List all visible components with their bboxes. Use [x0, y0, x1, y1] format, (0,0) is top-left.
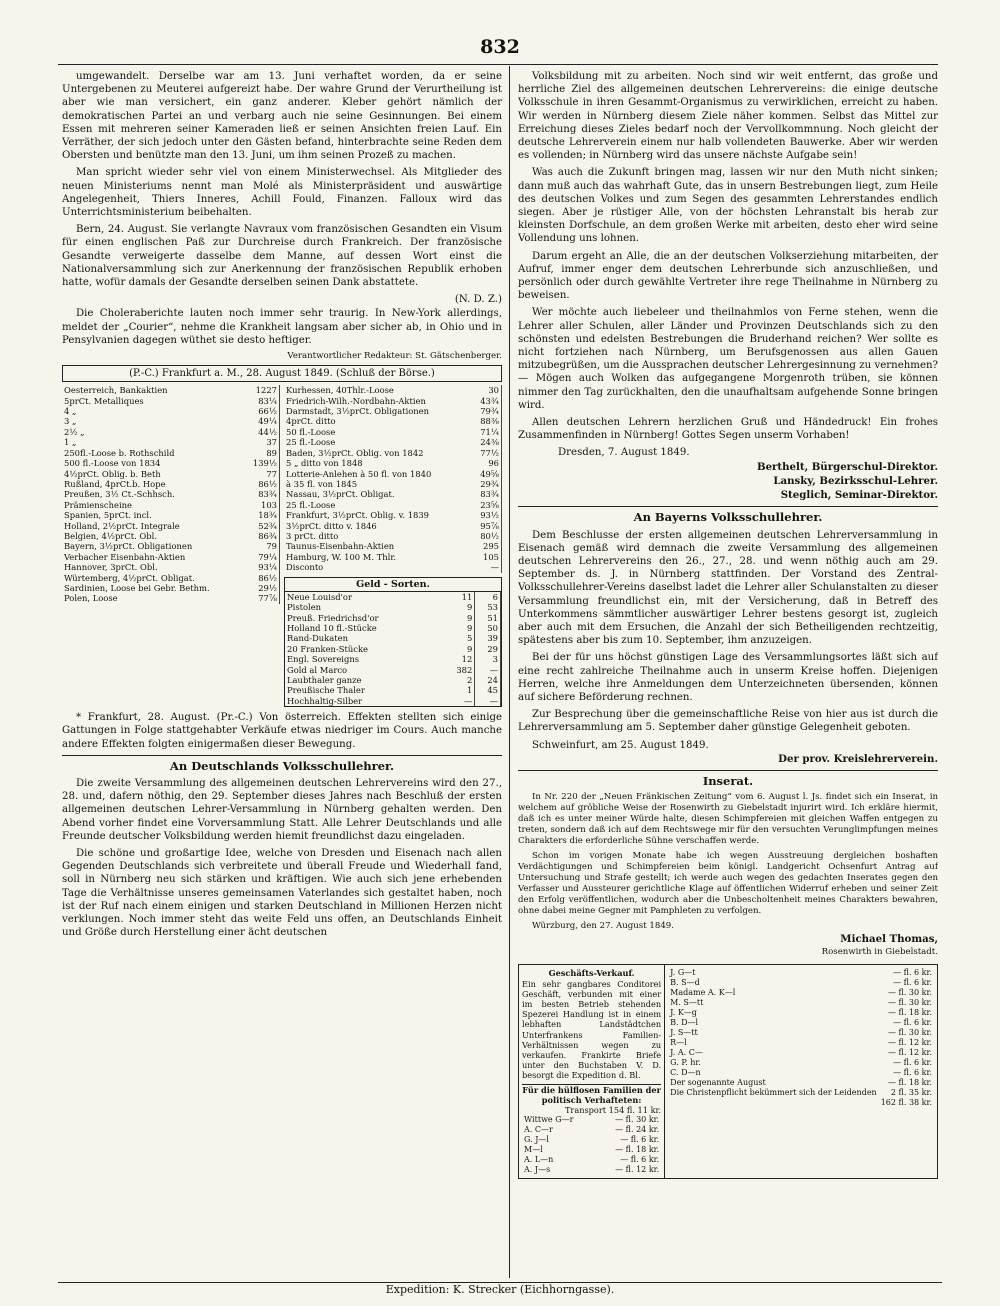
row-label: 3½prCt. ditto v. 1846: [286, 520, 377, 531]
row-label: C. D—n: [670, 1068, 701, 1078]
row-value: 79: [245, 541, 280, 551]
row-value: —: [475, 665, 501, 675]
column-divider: [509, 66, 510, 1278]
rate-row: [284, 500, 502, 510]
row-value: — fl. 6 kr.: [893, 1068, 932, 1078]
source-tag: (N. D. Z.): [454, 294, 502, 306]
row-label: Darmstadt, 3½prCt. Obligationen: [286, 406, 430, 417]
article-paragraph: Volksbildung mit zu arbeiten. Noch sind wir weit entfernt, das große und herrliche Ziel des allgemeinen deutschen Lehrervereins: die einige deutsche Volksschule in ihren Gesammt-Organismus zu verwirklichen, erreicht zu haben. Wir werden in Nürnberg diesem Ziele näher kommen. Selbst das Mittel zur Erreichung dieses Zieles bedarf noch der Vervollkommnung. Noch gleicht der deutsche Lehrerverein einem nur halb vollendeten Bauwerke. Aber wir werden es vollenden; in Nürnberg wird das unsere nächste Aufgabe sein!: [518, 71, 938, 162]
rates-table-right: [284, 385, 502, 572]
row-label: 3 „: [64, 416, 77, 427]
row-value: 30: [472, 385, 501, 395]
article-paragraph: Allen deutschen Lehrern herzlichen Gruß und Händedruck! Ein frohes Zusammenfinden in Nürnberg! Gottes Segen unserm Vorhaben!: [518, 417, 938, 442]
donation-row: [668, 998, 934, 1008]
inserat-signature-name: Michael Thomas,: [840, 933, 938, 946]
page-number: 832: [480, 36, 520, 58]
rate-row: [284, 489, 502, 499]
donation-row: [668, 1078, 934, 1088]
row-label: Frankfurt, 3½prCt. Oblig. v. 1839: [286, 510, 430, 521]
row-value: 80½: [472, 531, 501, 541]
rate-row: [62, 437, 280, 447]
row-value: — fl. 18 kr.: [887, 1078, 932, 1088]
donation-row: [668, 1008, 934, 1018]
donation-row: [522, 1155, 661, 1165]
donation-row: [668, 1058, 934, 1068]
row-value: 9: [441, 613, 475, 623]
row-value: 18¾: [245, 510, 280, 520]
row-value: 24: [475, 675, 501, 685]
rate-row: [62, 541, 280, 551]
rate-row: [62, 427, 280, 437]
familien-title: Für die hülflosen Familien der politisch Verhafteten:: [522, 1084, 661, 1105]
row-value: 29½: [245, 583, 280, 593]
donations-left: [522, 1115, 661, 1175]
rate-row: [62, 479, 280, 489]
bayern-paragraph: Dem Beschlusse der ersten allgemeinen deutschen Lehrerversammlung in Eisenach gemäß wird demnach die zweite Versammlung des allgemeinen deutschen Lehrervereins den 26., 27., 28. und wenn nöthig auch am 29. September ds. J. in Nürnberg stattfinden. Der Vorstand des Zentral-Volksschullehrer-Vereins daselbst ladet die Lehrer aller Schulanstalten zu dieser Versammlung freundlichst ein, mit der Versicherung, daß in Betreff des Unterkommens sämmtlicher auswärtiger Lehrer bestens gesorgt ist, zugleich aber auch mit dem Ersuchen, die Anzahl der sich Betheiligenden rechtzeitig, spätestens aber bis zum 10. September, ihm anzuzeigen.: [518, 529, 938, 647]
row-label: Gold al Marco: [287, 664, 348, 675]
geld-row: [285, 592, 501, 602]
row-value: — fl. 30 kr.: [887, 1028, 932, 1038]
row-label: A. L—n: [524, 1155, 554, 1165]
row-value: — fl. 18 kr.: [887, 1008, 932, 1018]
row-value: 77⅞: [245, 593, 280, 603]
market-note: * Frankfurt, 28. August. (Pr.-C.) Von österreich. Effekten stellten sich einige Gattungen in Folge stattgehabter Verkäufe etwas niedriger im Cours. Auch manche andere Effekten folgten einigermaßen dieser Bewegung.: [62, 712, 502, 750]
row-value: 71¼: [472, 427, 501, 437]
article-paragraph: Wer möchte auch liebeleer und theilnahmlos von Ferne stehen, wenn die Lehrer aller Schulen, aller Länder und Provinzen Deutschlands sich zu den schönsten und edelsten Bestrebungen die Bruderhand reichen? Wer sollte es nicht fortziehen nach Nürnberg, um Berufsgenossen aus allen Gauen mitzubegrüßen, um die Aussprachen deutscher Lehrergesinnung zu vernehmen? — Mögen auch Wolken das aufgegangene Morgenroth trüben, sie können nimmer den Tag zurückhalten, den die unaufhaltsam aufgehende Sonne bringen wird.: [518, 307, 938, 411]
row-label: Laubthaler ganze: [287, 675, 362, 686]
geld-sorten-table: [285, 592, 501, 706]
rate-row: [62, 489, 280, 499]
row-value: — fl. 6 kr.: [893, 968, 932, 978]
expedition-text: Expedition: K. Strecker (Eichhorngasse).: [385, 1283, 615, 1296]
bayern-signature: Der prov. Kreislehrerverein.: [778, 752, 938, 765]
row-label: Neue Louisd'or: [287, 591, 352, 602]
row-value: — fl. 6 kr.: [620, 1155, 660, 1165]
row-label: Verbacher Eisenbahn-Aktien: [64, 551, 186, 562]
rate-row: [62, 416, 280, 426]
row-value: 77: [245, 469, 280, 479]
rate-row: [284, 406, 502, 416]
rate-row: [62, 552, 280, 562]
signature: Steglich, Seminar-Direktor.: [780, 489, 938, 502]
rate-row: [62, 469, 280, 479]
donation-row: [522, 1135, 661, 1145]
row-value: 6: [475, 592, 501, 602]
row-value: 51: [475, 613, 501, 623]
rate-row: [62, 396, 280, 406]
signature: Berthelt, Bürgerschul-Direktor.: [756, 460, 938, 473]
rate-row: [62, 406, 280, 416]
section-rule: [518, 506, 938, 507]
classifieds-left: [519, 965, 664, 1178]
row-label: B. S—d: [670, 978, 700, 988]
row-label: 50 fl.-Loose: [286, 426, 336, 437]
row-label: Wittwe G—r: [524, 1115, 574, 1125]
row-value: 88⅜: [472, 416, 501, 426]
bayern-date: Schweinfurt, am 25. August 1849.: [532, 739, 709, 751]
row-label: Rußland, 4prCt.b. Hope: [64, 478, 166, 489]
row-label: Die Christenpflicht bekümmert sich der Leidenden: [670, 1088, 877, 1098]
row-value: — fl. 24 kr.: [615, 1125, 660, 1135]
geld-row: [285, 654, 501, 664]
donation-row: [522, 1165, 661, 1175]
row-value: 11: [441, 592, 475, 602]
donations-right: [668, 968, 934, 1108]
geld-row: [285, 675, 501, 685]
row-value: 139½: [245, 458, 280, 468]
rate-row: [284, 385, 502, 395]
row-label: 250fl.-Loose b. Rothschild: [64, 447, 175, 458]
row-label: Lotterie-Anlehen à 50 fl. von 1840: [286, 468, 432, 479]
row-label: A. J—s: [524, 1165, 551, 1175]
rate-row: [62, 531, 280, 541]
row-value: 96: [472, 458, 501, 468]
row-value: 1227: [245, 385, 280, 395]
geschaeft-title: Geschäfts-Verkauf.: [548, 968, 635, 979]
rate-row: [284, 541, 502, 551]
donation-row: [668, 1028, 934, 1038]
rate-row: [62, 510, 280, 520]
row-value: 44½: [245, 427, 280, 437]
rate-row: [62, 583, 280, 593]
row-value: 12: [441, 654, 475, 664]
row-label: J. S—tt: [670, 1028, 698, 1038]
article-paragraph: Die Choleraberichte lauten noch immer sehr traurig. In New-York allerdings, meldet der „Courier“, nehme die Krankheit langsam aber sicher ab, in Ohio und in Pensylvanien dagegen wüthet sie desto heftiger.: [62, 308, 502, 346]
editor-line: Verantwortlicher Redakteur: St. Gätschenberger.: [287, 351, 502, 362]
rate-row: [284, 479, 502, 489]
row-label: 5 „ ditto von 1848: [286, 458, 363, 469]
rate-row: [284, 469, 502, 479]
row-value: — fl. 18 kr.: [615, 1145, 660, 1155]
left-column: [62, 70, 502, 944]
donation-row: [668, 1038, 934, 1048]
rate-row: [62, 448, 280, 458]
row-label: Würtemberg, 4½prCt. Obligat.: [64, 572, 195, 583]
rate-row: [284, 562, 502, 572]
inserat-paragraph: Schon im vorigen Monate habe ich wegen Ausstreuung dergleichen boshaften Verdächtigungen und Schimpfereien beim königl. Landgericht Ochsenfurt Antrag auf Untersuchung und Strafe gestellt; ich werde auch wegen des gedachten Inserates gegen den Verfasser und Aussteurer gerichtliche Klage auf öffentlichen Widerruf erheben und seiner Zeit den Erfolg veröffentlichen, wodurch aber die Unbescholtenheit meines Charakters bewahren, ohne dabei meine Gegner mit Pamphleten zu verfolgen.: [518, 851, 938, 917]
row-label: 4½prCt. Oblig. b. Beth: [64, 468, 161, 479]
row-value: 52¾: [245, 521, 280, 531]
row-label: J. K—g: [670, 1008, 697, 1018]
rate-row: [62, 385, 280, 395]
row-value: 24⅜: [472, 437, 501, 447]
row-value: —: [472, 562, 501, 572]
section-rule: [62, 755, 502, 756]
rate-row: [62, 500, 280, 510]
geld-sorten-box: [284, 577, 502, 708]
bayern-title: An Bayerns Volksschullehrer.: [633, 510, 823, 525]
row-value: 5: [441, 633, 475, 643]
transport-line: Transport 154 fl. 11 kr.: [564, 1105, 662, 1115]
row-label: Preuß. Friedrichsd'or: [287, 612, 379, 623]
donation-row: [668, 978, 934, 988]
row-label: Disconto: [286, 562, 324, 573]
article-paragraph: Darum ergeht an Alle, die an der deutschen Volkserziehung mitarbeiten, der Aufruf, immer enger dem deutschen Lehrerbunde sich anzuschließen, und persönlich oder durch gewählte Vertreter ihre rege Theilnahme in Nürnberg zu beweisen.: [518, 250, 938, 302]
row-label: Madame A. K—l: [670, 988, 736, 998]
row-value: — fl. 6 kr.: [893, 978, 932, 988]
row-value: 79¼: [245, 552, 280, 562]
rate-row: [284, 448, 502, 458]
geld-row: [285, 644, 501, 654]
geld-row: [285, 685, 501, 695]
row-value: 3: [475, 654, 501, 664]
row-label: B. D—l: [670, 1018, 699, 1028]
row-value: 49¼: [245, 416, 280, 426]
geld-row: [285, 623, 501, 633]
rate-row: [284, 510, 502, 520]
row-label: Preußen, 3½ Ct.-Schhsch.: [64, 489, 175, 500]
article-paragraph: umgewandelt. Derselbe war am 13. Juni verhaftet worden, da er seine Untergebenen zu Meuterei aufgereizt habe. Der wahre Grund der Verurtheilung ist aber wie man versichert, ein ganz anderer. Kleber gehört nämlich der demokratischen Partei an und verbarg auch nie seine Gesinnungen. Bei einem Essen mit mehreren seiner Kameraden ließ er seinen Ansichten freien Lauf. Ein Verräther, der sich jedoch unter den Gästen befand, hinterbrachte seine Reden dem Obersten und benützte man den 13. Juni, um ihm seinen Prozeß zu machen.: [62, 71, 502, 162]
row-label: Bayern, 3½prCt. Obligationen: [64, 541, 193, 552]
row-value: — fl. 6 kr.: [620, 1135, 660, 1145]
row-value: 66½: [245, 406, 280, 416]
row-label: 25 fl.-Loose: [286, 437, 336, 448]
donation-row: [668, 1018, 934, 1028]
row-label: 500 fl.-Loose von 1834: [64, 458, 161, 469]
row-value: 43¾: [472, 396, 501, 406]
row-label: A. C—r: [524, 1125, 553, 1135]
row-label: J. G—t: [670, 968, 696, 978]
row-value: —: [441, 696, 475, 706]
row-label: Friedrich-Wilh.-Nordbahn-Aktien: [286, 395, 426, 406]
bayern-paragraph: Bei der für uns höchst günstigen Lage des Versammlungsortes läßt sich auf eine recht zahlreiche Theilnahme auch in unserm Kreise hoffen. Diejenigen Herren, welche ihre Anmeldungen dem Unterzeichneten übersenden, können auf sichere Beförderung rechnen.: [518, 652, 938, 703]
inserat-date: Würzburg, den 27. August 1849.: [532, 921, 674, 932]
donation-row: [668, 1048, 934, 1058]
row-value: 86½: [245, 479, 280, 489]
row-value: 53: [475, 602, 501, 612]
article-paragraph: Bern, 24. August. Sie verlangte Navraux vom französischen Gesandten ein Visum für einen englischen Paß zur Durchreise durch Frankreich. Der französische Gesandte verweigerte dasselbe dem Manne, auf dessen Wort einst die Nationalversammlung sich zur Anerkennung der französischen Republik erhoben hatte, wofür damals der Gesandte derselben seinen Dank abstattete.: [62, 224, 502, 289]
row-value: 83¾: [245, 489, 280, 499]
donation-row: [668, 988, 934, 998]
row-value: 83¾: [472, 489, 501, 499]
row-label: G. P. hr.: [670, 1058, 701, 1068]
row-value: —: [475, 696, 501, 706]
geschaeft-text: Ein sehr gangbares Conditorei Geschäft, verbunden mit einer im besten Betrieb stehenden Spezerei Handlung ist in einem lebhaften Landstädtchen Unterfrankens Familien-Verhältnissen wegen zu verkaufen. Frankirte Briefe unter den Buchstaben V. D. besorgt die Expedition d. Bl.: [522, 978, 662, 1081]
place-date: Dresden, 7. August 1849.: [558, 447, 690, 459]
donation-row: [522, 1115, 661, 1125]
row-label: 3 prCt. ditto: [286, 530, 339, 541]
rate-row: [284, 458, 502, 468]
rate-row: [284, 552, 502, 562]
row-value: 105: [472, 552, 501, 562]
rate-row: [62, 458, 280, 468]
donation-row: [668, 1098, 934, 1108]
classifieds-box: [518, 964, 938, 1179]
row-label: Kurhessen, 40Thlr.-Loose: [286, 385, 394, 396]
row-value: 29¾: [472, 479, 501, 489]
row-value: 86½: [245, 573, 280, 583]
row-value: 49⅝: [472, 469, 501, 479]
row-value: 382: [441, 665, 475, 675]
row-value: 95⅞: [472, 521, 501, 531]
expedition-footer: [0, 1282, 1000, 1296]
row-value: 295: [472, 541, 501, 551]
row-label: Pistolen: [287, 602, 322, 613]
row-value: 50: [475, 623, 501, 633]
row-label: Hamburg, W. 100 M. Thlr.: [286, 551, 397, 562]
inserat-title: Inserat.: [702, 773, 754, 788]
rate-row: [62, 593, 280, 603]
rates-table-left: [62, 385, 280, 604]
row-label: à 35 fl. von 1845: [286, 478, 358, 489]
geld-row: [285, 696, 501, 706]
row-value: 79¾: [472, 406, 501, 416]
inserat-paragraph: In Nr. 220 der „Neuen Fränkischen Zeitung“ vom 6. August l. Js. findet sich ein Inserat, in welchem auf gröbliche Weise der Rosenwirth zu Giebelstadt injurirt wird. Ich erkläre hiermit, daß ich es unter meiner Würde halte, diesen Schimpfereien mit gleichen Waffen entgegen zu treten, sondern daß ich auf dem Rechtswege mir für den versuchten Verunglimpfungen meines Charakters die erforderliche Sühne verschaffen werde.: [518, 792, 938, 847]
row-label: 25 fl.-Loose: [286, 499, 336, 510]
row-label: Prämienscheine: [64, 499, 132, 510]
row-label: Taunus-Eisenbahn-Aktien: [286, 541, 395, 552]
row-value: 93½: [472, 510, 501, 520]
geld-row: [285, 613, 501, 623]
donation-row: [522, 1145, 661, 1155]
appeal-paragraph: Die schöne und großartige Idee, welche von Dresden und Eisenach nach allen Gegenden Deutschlands sich verbreitete und überall Freude und Wiederhall fand, soll in Nürnberg neu sich stärken und kräftigen. Wie auch sich jene erhebenden Tage die Verhältnisse unseres gemeinsamen Vaterlandes sich gestaltet haben, noch ist der Ruf nach einem einigen und starken Deutschland in Millionen Herzen nicht verklungen. Noch immer steht das weite Feld uns offen, an Deutschlands Einheit und Größe durch Herstellung einer ächt deutschen: [62, 848, 502, 939]
rate-row: [62, 573, 280, 583]
header-rule: [58, 64, 938, 65]
donation-row: [668, 1088, 934, 1098]
row-value: — fl. 30 kr.: [887, 998, 932, 1008]
geld-row: [285, 602, 501, 612]
rate-row: [62, 562, 280, 572]
appeal-paragraph: Die zweite Versammlung des allgemeinen deutschen Lehrervereins wird den 27., 28. und, dafern nöthig, den 29. September dieses Jahres nach Beschluß der ersten allgemeinen deutschen Lehrer-Versammlung in Nürnberg gehalten werden. Den Abend vorher findet eine Vorversammlung Statt. Alle Lehrer Deutschlands und alle Freunde deutscher Volksbildung werden hiemit freundlichst dazu eingeladen.: [62, 778, 502, 842]
row-value: 93¼: [245, 562, 280, 572]
geld-row: [285, 633, 501, 643]
bayern-paragraph: Zur Besprechung über die gemeinschaftliche Reise von hier aus ist durch die Lehrerversammlung am 5. September daher günstige Gelegenheit geboten.: [518, 709, 938, 734]
right-column: [518, 70, 938, 1179]
row-label: Polen, Loose: [64, 593, 118, 604]
row-label: J. A. C—: [670, 1048, 703, 1058]
row-label: Spanien, 5prCt. incl.: [64, 510, 152, 521]
row-value: — fl. 12 kr.: [615, 1165, 660, 1175]
row-label: Nassau, 3½prCt. Obligat.: [286, 489, 395, 500]
row-label: 1 „: [64, 437, 77, 448]
row-value: 9: [441, 623, 475, 633]
row-value: — fl. 12 kr.: [887, 1038, 932, 1048]
row-value: — fl. 6 kr.: [893, 1058, 932, 1068]
row-value: 2: [441, 675, 475, 685]
signature: Lansky, Bezirksschul-Lehrer.: [773, 474, 938, 487]
row-label: M—l: [524, 1145, 543, 1155]
row-value: 86¾: [245, 531, 280, 541]
donation-row: [668, 968, 934, 978]
row-label: Oesterreich, Bankaktien: [64, 385, 168, 396]
row-value: 2 fl. 35 kr.: [890, 1088, 932, 1098]
rate-row: [284, 416, 502, 426]
row-value: 39: [475, 633, 501, 643]
row-value: 77½: [472, 448, 501, 458]
row-label: Belgien, 4½prCt. Obl.: [64, 530, 157, 541]
row-value: 89: [245, 448, 280, 458]
row-label: Preußische Thaler: [287, 685, 365, 696]
row-value: 162 fl. 38 kr.: [880, 1098, 932, 1108]
row-label: Rand-Dukaten: [287, 633, 348, 644]
rate-row: [284, 396, 502, 406]
row-label: 5prCt. Metalliques: [64, 395, 144, 406]
rate-row: [284, 521, 502, 531]
rate-row: [284, 531, 502, 541]
row-label: Der sogenannte August: [670, 1078, 766, 1088]
boerse-header: (P.-C.) Frankfurt a. M., 28. August 1849. (Schluß der Börse.): [62, 365, 502, 382]
row-label: R—l: [670, 1038, 687, 1048]
geld-sorten-title: Geld - Sorten.: [285, 578, 501, 592]
inserat-signature-role: Rosenwirth in Giebelstadt.: [821, 947, 938, 958]
rate-row: [62, 521, 280, 531]
row-value: — fl. 30 kr.: [615, 1115, 660, 1125]
classifieds-right: [664, 965, 937, 1178]
row-label: Hochhaltig-Silber: [287, 695, 363, 706]
row-label: [668, 1098, 879, 1108]
donation-row: [668, 1068, 934, 1078]
rate-row: [284, 437, 502, 447]
article-paragraph: Man spricht wieder sehr viel von einem Ministerwechsel. Als Mitglieder des neuen Ministeriums nennt man Molé als Ministerpräsident und auswärtige Angelegenheit, Thiers Inneres, Achill Fould, Finanzen. Falloux wird das Unterrichtsministerium beibehalten.: [62, 167, 502, 219]
row-value: — fl. 30 kr.: [887, 988, 932, 998]
row-value: 103: [245, 500, 280, 510]
row-value: 9: [441, 644, 475, 654]
exchange-rates: [62, 385, 502, 707]
row-label: Sardinien, Loose bei Gebr. Bethm.: [64, 582, 210, 593]
row-label: Holland, 2½prCt. Integrale: [64, 520, 180, 531]
rate-row: [284, 427, 502, 437]
row-label: 4 „: [64, 406, 77, 417]
row-label: G. J—l: [524, 1135, 549, 1145]
row-value: — fl. 12 kr.: [887, 1048, 932, 1058]
row-value: 83¼: [245, 396, 280, 406]
row-label: Holland 10 fl.-Stücke: [287, 623, 377, 633]
row-label: 4prCt. ditto: [286, 416, 336, 427]
row-value: 29: [475, 644, 501, 654]
article-paragraph: Was auch die Zukunft bringen mag, lassen wir nur den Muth nicht sinken; dann muß auch das wahrhaft Gute, das in unsern Bestrebungen liegt, zum Heile des deutschen Volkes und zum Segen des gesammten Lehrerstandes endlich siegen. Aber je rüstiger Alle, von der höchsten Lehranstalt bis herab zur kleinsten Dorfschule, an dem großen Werke mit arbeiten, desto eher wird seine Vollendung uns lohnen.: [518, 167, 938, 245]
section-rule: [518, 770, 938, 771]
row-label: M. S—tt: [670, 998, 704, 1008]
row-value: 45: [475, 685, 501, 695]
row-value: 1: [441, 685, 475, 695]
row-label: 20 Franken-Stücke: [287, 643, 368, 654]
row-label: Engl. Sovereigns: [287, 654, 360, 665]
row-value: — fl. 6 kr.: [893, 1018, 932, 1028]
donation-row: [522, 1125, 661, 1135]
row-label: 2½ „: [64, 426, 85, 437]
row-label: Baden, 3½prCt. Oblig. von 1842: [286, 447, 424, 458]
row-value: 23⅝: [472, 500, 501, 510]
geld-row: [285, 665, 501, 675]
appeal-title: An Deutschlands Volksschullehrer.: [169, 758, 395, 773]
row-value: 9: [441, 602, 475, 612]
row-value: 37: [245, 437, 280, 447]
row-label: Hannover, 3prCt. Obl.: [64, 562, 158, 573]
